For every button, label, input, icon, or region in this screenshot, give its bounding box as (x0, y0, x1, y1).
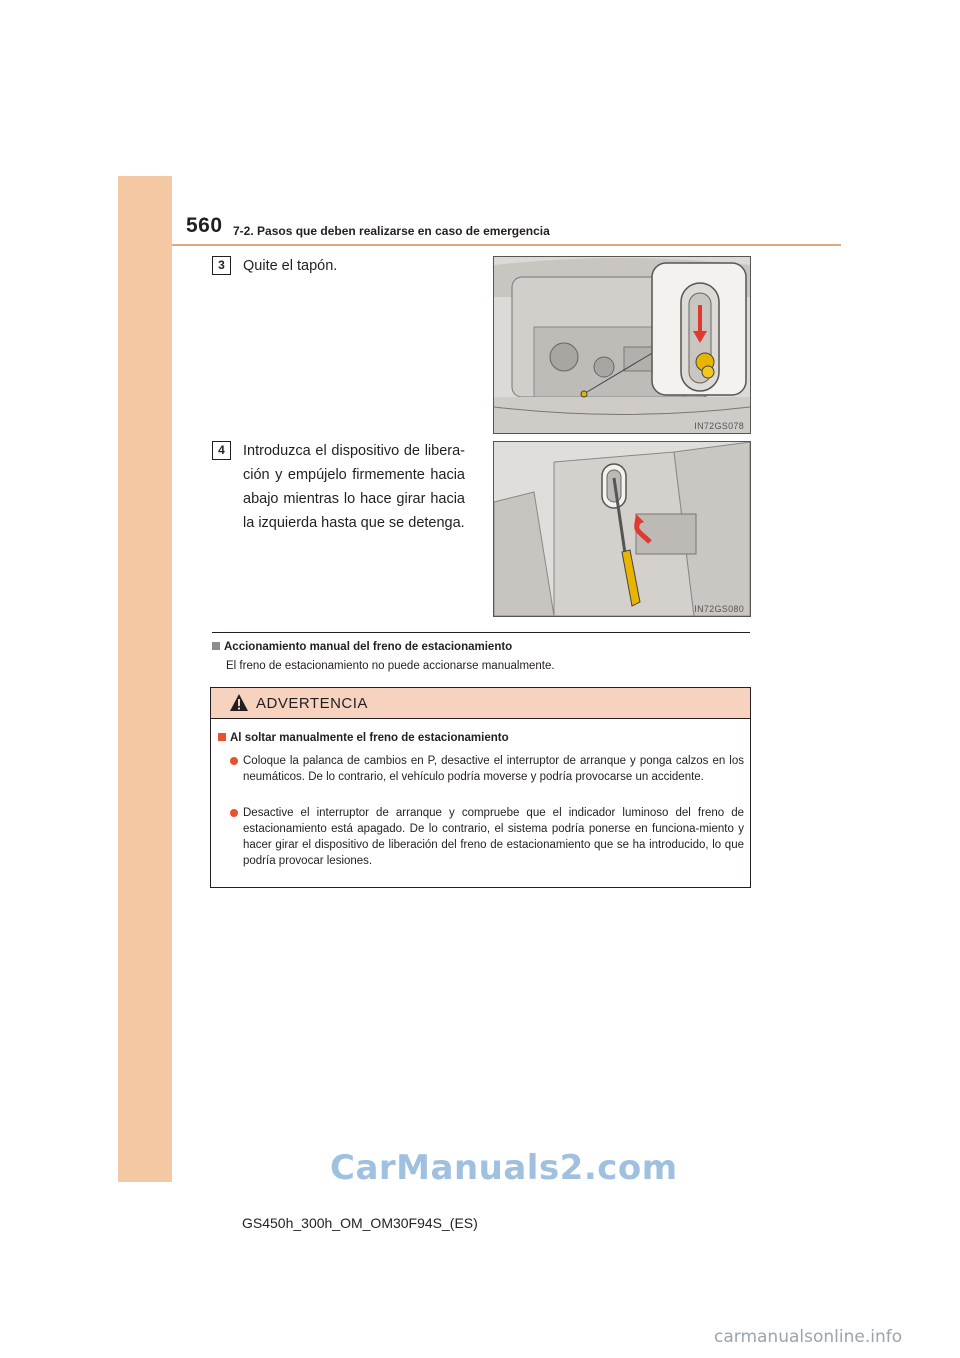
warning-bullet-text: Coloque la palanca de cambios en P, desactive el interruptor de arranque y ponga calzos en los neumáticos. De lo contrario, el vehículo podría moverse y podría provocarse un accidente. (243, 755, 744, 783)
warning-box (210, 687, 751, 888)
figure-insert-release-tool (493, 441, 751, 617)
step-3-text: Quite el tapón. (243, 258, 338, 274)
release-tool-illustration (494, 442, 750, 616)
square-bullet-icon (212, 642, 220, 650)
trunk-cap-illustration (494, 257, 750, 433)
section-title: 7-2. Pasos que deben realizarse en caso de emergencia (233, 224, 550, 238)
bullet-dot-icon (230, 757, 238, 765)
warning-subheading-text: Al soltar manualmente el freno de estacionamiento (230, 732, 509, 744)
figure-code: IN72GS080 (694, 604, 744, 614)
side-color-band (118, 176, 172, 1182)
warning-title: ADVERTENCIA (256, 695, 368, 712)
warning-subheading (218, 732, 509, 744)
section-heading (212, 641, 512, 653)
bullet-dot-icon (230, 809, 238, 817)
warning-triangle-icon (229, 693, 249, 712)
section-divider (212, 632, 750, 633)
figure-remove-cap (493, 256, 751, 434)
section-heading-text: Accionamiento manual del freno de estacionamiento (224, 641, 513, 653)
warning-header (211, 688, 750, 719)
section-body: El freno de estacionamiento no puede accionarse manualmente. (226, 660, 555, 672)
watermark-corner: carmanualsonline.info (714, 1327, 903, 1347)
warning-bullet-text: Desactive el interruptor de arranque y compruebe que el indicador luminoso del freno de estacionamiento está apagado. De lo contrario, el sistema podría ponerse en funciona-miento y hacer girar el dispositivo de liberación del freno de estacionamiento que se ha introducido, lo que podría provocar lesiones. (243, 807, 744, 867)
warning-bullet (230, 805, 744, 869)
page-number: 560 (186, 214, 223, 237)
square-bullet-icon (218, 733, 226, 741)
step-number-4: 4 (212, 441, 231, 460)
warning-bullet (230, 753, 744, 785)
figure-code: IN72GS078 (694, 421, 744, 431)
step-4-text: Introduzca el dispositivo de libera-ción y empújelo firmemente hacia abajo mientras lo hace girar hacia la izquierda hasta que se detenga. (243, 443, 465, 531)
footer-doc-code: GS450h_300h_OM_OM30F94S_(ES) (242, 1215, 478, 1231)
header-rule (172, 244, 841, 246)
step-number-3: 3 (212, 256, 231, 275)
watermark-center: CarManuals2.com (330, 1148, 678, 1188)
